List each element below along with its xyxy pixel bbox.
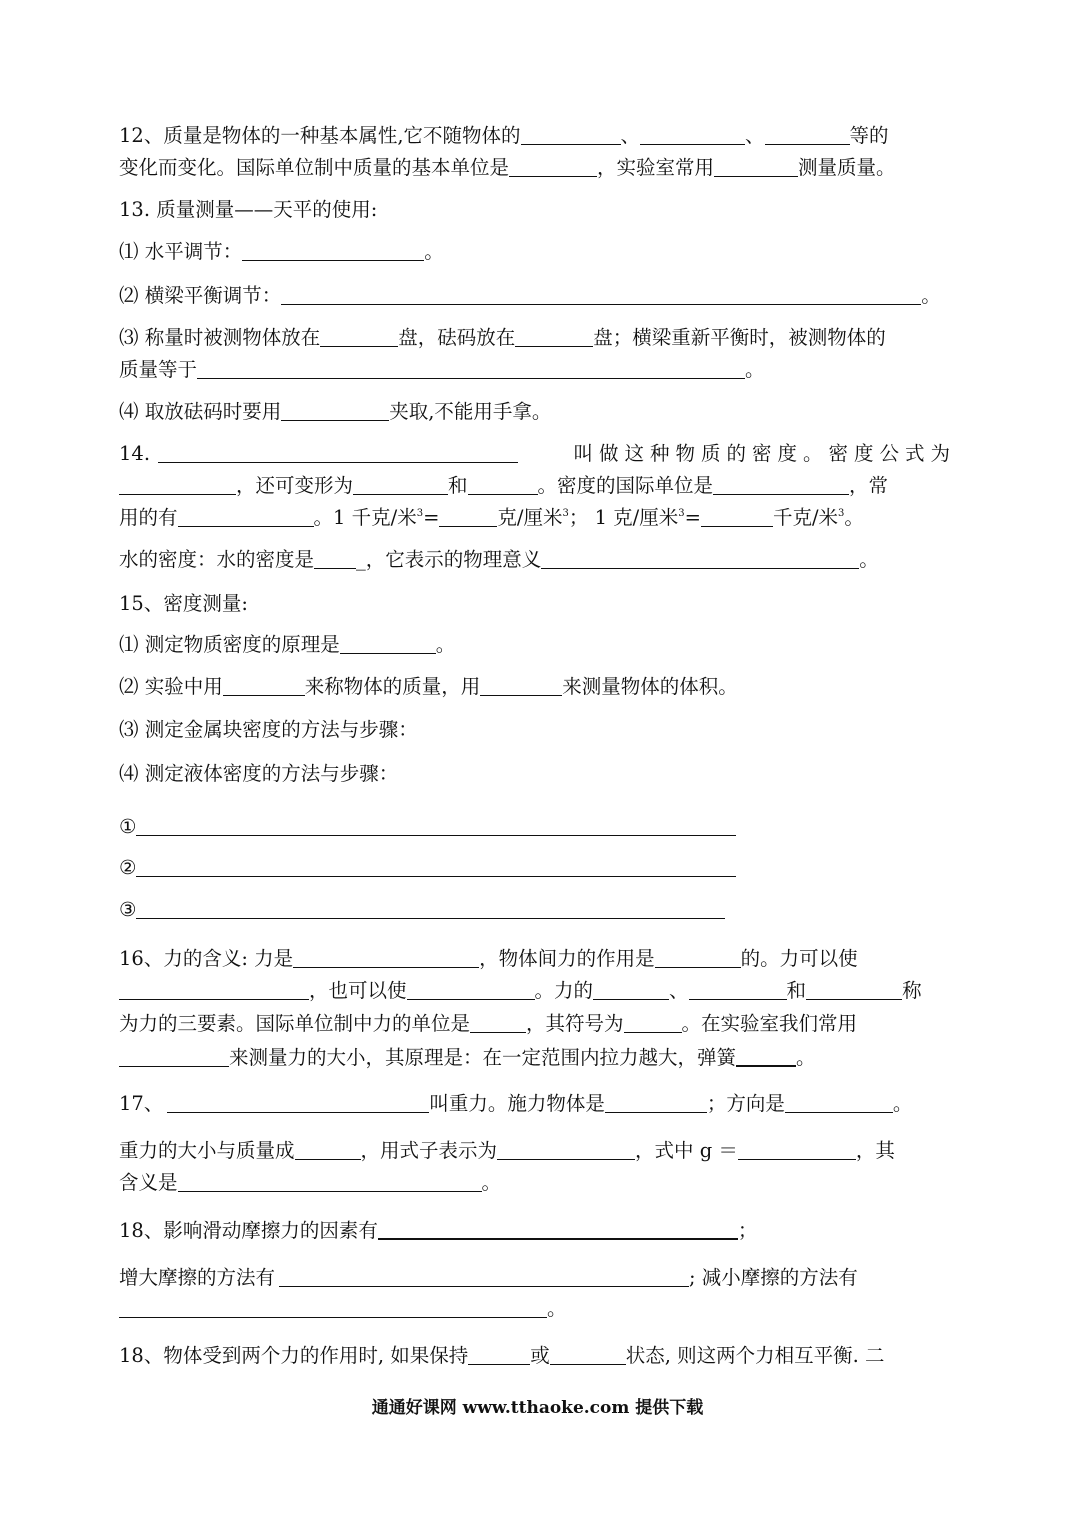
q18a-text: 18、影响滑动摩擦力的因素有 (119, 1219, 378, 1242)
q16-text: 和 (786, 979, 807, 1002)
answer-blank[interactable] (480, 675, 562, 696)
q17-line-1 (119, 1092, 912, 1116)
answer-blank[interactable] (340, 633, 436, 654)
answer-blank[interactable] (509, 156, 597, 177)
q16-text: 、 (669, 979, 689, 1002)
q17-line-3 (119, 1171, 501, 1195)
superscript-3: 3 (562, 508, 569, 519)
q18b-text: 18、物体受到两个力的作用时, 如果保持 (119, 1344, 469, 1367)
answer-blank[interactable] (136, 815, 736, 836)
q14-text: 千克/米 (772, 506, 839, 529)
q18b-text: 状态, 则这两个力相互平衡. 二 (625, 1344, 885, 1367)
q14-text: ，常 (849, 474, 889, 497)
q14-text: 。 (859, 548, 879, 571)
q15-text: 来测量物体的体积。 (562, 675, 738, 698)
q13-item-1 (119, 240, 444, 264)
answer-blank[interactable] (119, 1046, 229, 1067)
q12-text: 测量质量。 (798, 156, 896, 179)
q17-text: 叫重力。施力物体是 (429, 1092, 605, 1115)
q16-text: 。力的 (534, 979, 594, 1002)
q13-text: 盘；横梁重新平衡时，被测物体的 (593, 326, 886, 349)
q13-text: ⑴ 水平调节： (119, 240, 243, 263)
q15-title: 15、密度测量: (119, 592, 248, 615)
answer-blank[interactable] (624, 1012, 682, 1033)
q17-line-2 (119, 1139, 895, 1163)
answer-blank[interactable] (806, 979, 902, 1000)
answer-blank[interactable] (439, 506, 497, 527)
answer-blank[interactable] (197, 358, 745, 379)
q14-line-4 (119, 548, 879, 572)
separator: 、 (620, 124, 641, 147)
answer-blank[interactable] (701, 506, 773, 527)
q17-text: 。 (481, 1171, 502, 1194)
q18a-line-2 (119, 1266, 858, 1290)
q18a-line-3 (119, 1297, 567, 1321)
q12-line-1 (119, 124, 889, 148)
q14-text: 。密度的国际单位是 (537, 474, 714, 497)
superscript-3: 3 (416, 508, 424, 519)
q15-text: ⑴ 测定物质密度的原理是 (119, 633, 340, 656)
q13-title: 13. 质量测量——天平的使用: (119, 198, 378, 221)
q13-text: 。 (424, 240, 444, 263)
step-marker: ③ (119, 898, 137, 921)
answer-blank[interactable] (167, 1092, 429, 1113)
answer-blank[interactable] (119, 474, 236, 495)
q14-text: = (684, 506, 701, 529)
q14-text: 和 (448, 474, 468, 497)
superscript-3: 3 (678, 508, 685, 519)
q12-text: ，实验室常用 (597, 156, 715, 179)
q14-line-1 (119, 442, 956, 466)
answer-blank[interactable] (281, 284, 921, 305)
answer-blank[interactable] (353, 474, 448, 495)
answer-blank[interactable] (378, 1218, 738, 1240)
answer-blank[interactable] (785, 1092, 893, 1113)
answer-blank[interactable] (468, 474, 538, 495)
q16-text: 称 (902, 979, 922, 1002)
q12-text: 变化而变化。国际单位制中质量的基本单位是 (119, 156, 510, 179)
answer-blank[interactable] (468, 1344, 530, 1365)
answer-blank[interactable] (550, 1344, 626, 1365)
q12-line-2 (119, 156, 896, 180)
q14-text: _，它表示的物理意义 (356, 548, 542, 571)
answer-blank[interactable] (736, 1045, 796, 1067)
answer-blank[interactable] (605, 1092, 707, 1113)
answer-blank[interactable] (640, 124, 745, 145)
answer-blank[interactable] (281, 400, 389, 421)
q13-item-4 (119, 400, 551, 424)
answer-blank[interactable] (295, 1139, 361, 1160)
q14-line-3 (119, 506, 864, 530)
q14-line-2 (119, 474, 888, 498)
q16-text: ，物体间力的作用是 (479, 947, 655, 970)
answer-blank[interactable] (119, 979, 309, 1000)
answer-blank[interactable] (293, 947, 479, 968)
q17-text: ，用式子表示为 (360, 1139, 498, 1162)
q13-text: ⑵ 横梁平衡调节： (119, 284, 282, 307)
answer-blank[interactable] (158, 442, 518, 463)
q14-text: 用的有 (119, 506, 178, 529)
q16-line-1 (119, 947, 858, 971)
q16-line-3 (119, 1012, 857, 1036)
q18a-text: 增大摩擦的方法有 (119, 1266, 276, 1289)
q18a-text: 。 (547, 1297, 567, 1320)
q18b-text: 或 (530, 1344, 550, 1367)
answer-blank[interactable] (714, 156, 798, 177)
q13-item-2 (119, 284, 941, 308)
q15-step-1 (119, 815, 736, 839)
answer-blank[interactable] (242, 240, 424, 261)
answer-blank[interactable] (497, 1139, 635, 1160)
separator: 、 (745, 124, 765, 147)
q14-text: 。1 千克/米 (313, 506, 417, 529)
q15-item-2 (119, 675, 738, 699)
q15-text: 来称物体的质量，用 (304, 675, 481, 698)
q15-item-1 (119, 633, 455, 657)
q18a-text: ; 减小摩擦的方法有 (689, 1266, 858, 1289)
q16-text: 来测量力的大小，其原理是：在一定范围内拉力越大，弹簧 (229, 1046, 737, 1069)
answer-blank[interactable] (320, 326, 398, 347)
q14-text: = (423, 506, 440, 529)
q16-text: 。在实验室我们常用 (681, 1012, 858, 1035)
q16-text: 。 (796, 1046, 816, 1069)
answer-blank[interactable] (655, 947, 741, 968)
q17-text: 重力的大小与质量成 (119, 1139, 295, 1162)
answer-blank[interactable] (470, 1012, 526, 1033)
q16-text: ，也可以使 (309, 979, 407, 1002)
q13-item-3-cont (119, 358, 765, 382)
q16-text: 的。力可以使 (740, 947, 858, 970)
q15-step-3 (119, 898, 725, 922)
q15-item-4: ⑷ 测定液体密度的方法与步骤： (119, 762, 399, 785)
page-footer: 通通好课网 www.tthaoke.com 提供下载 (371, 1398, 704, 1418)
q14-text: 叫做这种物质的密度。密度公式为 (573, 442, 956, 465)
q14-text: 克/厘米 (497, 506, 563, 529)
q15-item-3: ⑶ 测定金属块密度的方法与步骤： (119, 718, 418, 741)
q13-text: ⑶ 称量时被测物体放在 (119, 326, 321, 349)
answer-blank[interactable] (593, 979, 669, 1000)
answer-blank[interactable] (515, 326, 593, 347)
answer-blank[interactable] (407, 979, 535, 1000)
q17-text: 含义是 (119, 1171, 178, 1194)
q15-text: ⑵ 实验中用 (119, 675, 223, 698)
answer-blank[interactable] (765, 124, 850, 145)
q13-text: 夹取,不能用手拿。 (389, 400, 552, 423)
answer-blank[interactable] (279, 1266, 689, 1287)
q17-text: ，式中 g ＝ (635, 1139, 738, 1162)
step-marker: ① (119, 815, 137, 838)
q15-text: 。 (435, 633, 456, 656)
q12-text: 等的 (849, 124, 889, 147)
q15-step-2 (119, 856, 736, 880)
q14-number: 14. (119, 442, 151, 465)
superscript-3: 3 (838, 508, 845, 519)
answer-blank[interactable] (738, 1139, 856, 1160)
step-marker: ② (119, 856, 137, 879)
q16-line-4 (119, 1045, 816, 1070)
q14-text: 。 (844, 506, 864, 529)
q18b-line-1 (119, 1344, 885, 1368)
answer-blank[interactable] (136, 856, 736, 877)
q13-text: ⑷ 取放砝码时要用 (119, 400, 282, 423)
answer-blank[interactable] (314, 548, 356, 569)
q18a-text: ； (737, 1219, 758, 1242)
q13-text: 盘，砝码放在 (398, 326, 516, 349)
answer-blank[interactable] (136, 898, 725, 919)
q16-text: 为力的三要素。国际单位制中力的单位是 (119, 1012, 471, 1035)
q12-text: 12、质量是物体的一种基本属性,它不随物体的 (119, 124, 521, 147)
answer-blank[interactable] (541, 548, 859, 569)
q18a-line-1 (119, 1218, 757, 1243)
answer-blank[interactable] (521, 124, 621, 145)
q17-text: ；方向是 (706, 1092, 785, 1115)
q13-item-3 (119, 326, 886, 350)
answer-blank[interactable] (119, 1297, 547, 1318)
q17-text: 。 (892, 1092, 913, 1115)
answer-blank[interactable] (178, 506, 314, 527)
q13-text: 。 (745, 358, 765, 381)
q14-text: ，还可变形为 (236, 474, 354, 497)
q16-text: ，其符号为 (526, 1012, 624, 1035)
q14-text: 水的密度：水的密度是 (119, 548, 315, 571)
q17-text: 17、 (119, 1092, 164, 1115)
answer-blank[interactable] (713, 474, 849, 495)
q16-text: 16、力的含义: 力是 (119, 947, 294, 970)
q16-line-2 (119, 979, 922, 1003)
q13-text: 。 (921, 284, 941, 307)
q14-text: ； 1 克/厘米 (568, 506, 679, 529)
answer-blank[interactable] (689, 979, 787, 1000)
answer-blank[interactable] (178, 1171, 482, 1192)
answer-blank[interactable] (223, 675, 305, 696)
q17-text: ，其 (855, 1139, 895, 1162)
q13-text: 质量等于 (119, 358, 198, 381)
